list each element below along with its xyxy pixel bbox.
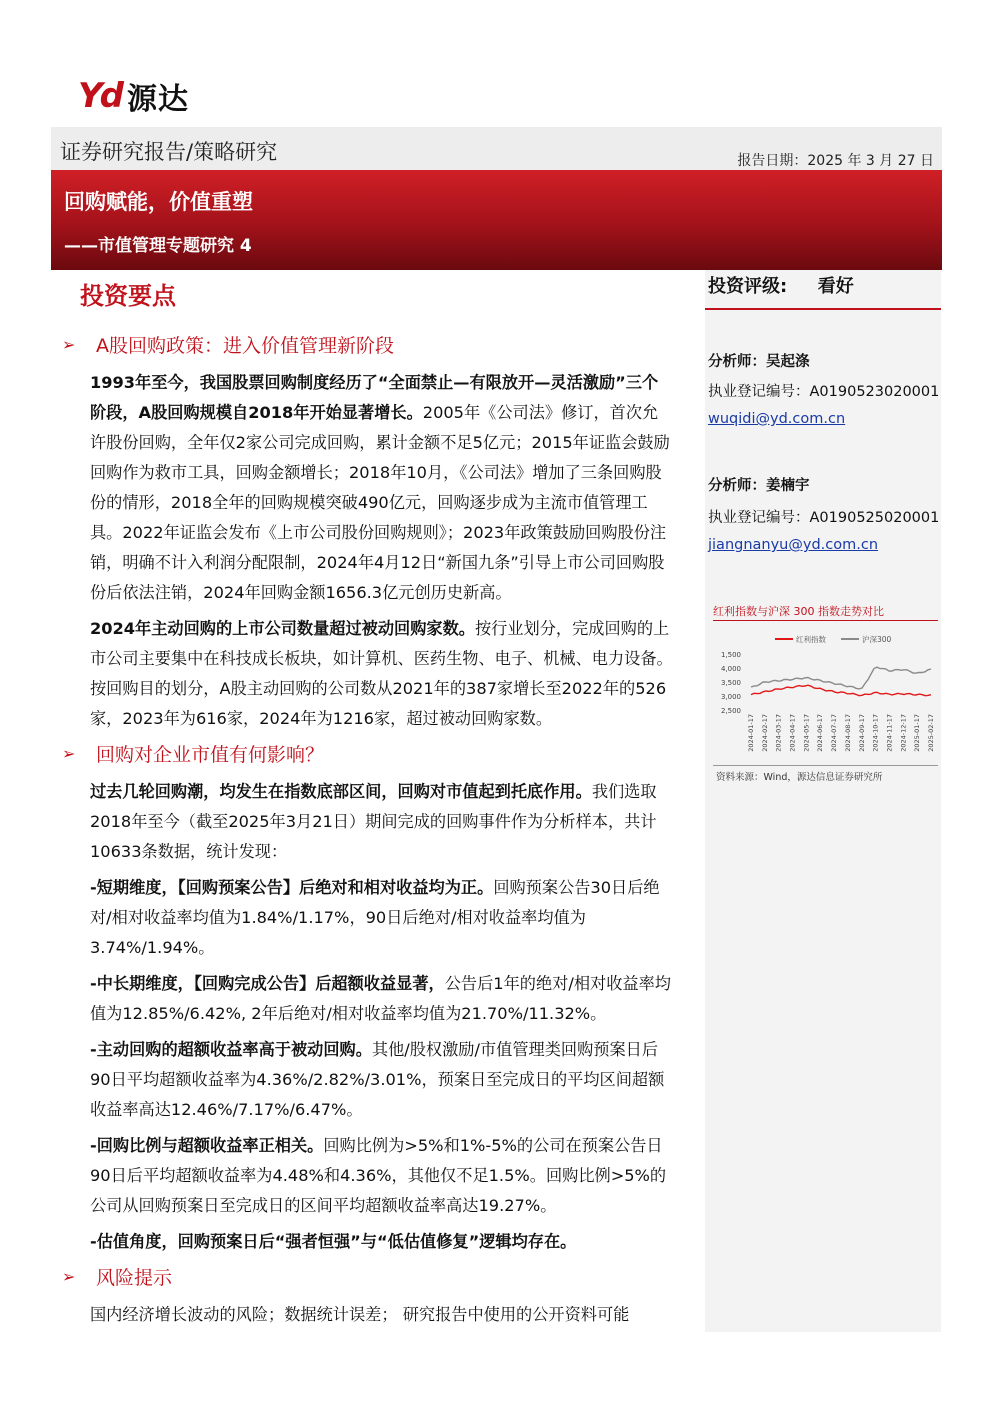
y-tick-label: 4,000 (720, 665, 741, 673)
paragraph (90, 777, 674, 867)
analyst-email-link[interactable]: wuqidi@yd.com.cn (708, 411, 846, 427)
x-tick-label: 2024-08-17 (843, 714, 852, 752)
para-lead: 过去几轮回购潮，均发生在指数底部区间，回购对市值起到托底作用。 (90, 782, 592, 801)
paragraph (90, 873, 674, 963)
para-lead: -回购比例与超额收益率正相关。 (90, 1136, 324, 1155)
x-tick-label: 2025-02-17 (927, 714, 935, 752)
para-body: 国内经济增长波动的风险；数据统计误差； 研究报告中使用的公开资料可能 (90, 1305, 630, 1324)
y-tick-label: 1,500 (720, 651, 741, 659)
rating-value: 看好 (817, 276, 854, 297)
paragraph (90, 1131, 674, 1221)
section-title: 投资要点 (80, 282, 176, 310)
x-tick-label: 2024-10-17 (871, 714, 880, 752)
x-tick-label: 2024-01-17 (747, 714, 755, 752)
rating-label: 投资评级: (708, 276, 788, 297)
para-lead: 1993年至今，我国股票回购制度经历了“全面禁止—有限放开—灵活激励”三个阶段，A股回购规模自2018年开始显著增长。 (90, 373, 659, 422)
chart-title: 红利指数与沪深 300 指数走势对比 (713, 605, 884, 618)
paragraph (90, 614, 674, 734)
x-tick-label: 2025-01-17 (913, 714, 922, 752)
series-line (751, 685, 931, 696)
bullet-section (62, 1263, 674, 1330)
para-lead: -主动回购的超额收益率高于被动回购。 (90, 1040, 372, 1059)
x-tick-label: 2024-07-17 (830, 714, 839, 752)
bullet-section (62, 740, 674, 1257)
x-tick-label: 2024-11-17 (885, 714, 894, 752)
para-lead: -估值角度，回购预案日后“强者恒强”与“低估值修复”逻辑均存在。 (90, 1232, 577, 1251)
para-body: 按行业划分，完成回购的上市公司主要集中在科技成长板块，如计算机、医药生物、电子、机械、电力设备。按回购目的划分，A股主动回购的公司数从2021年的387家增长至2022年的526家，2023年为616家，2024年为1216家，超过被动回购家数。 (90, 619, 673, 728)
bullet-heading-text: A股回购政策：进入价值管理新阶段 (96, 335, 394, 357)
para-lead: -中长期维度，【回购完成公告】后超额收益显著， (90, 974, 445, 993)
x-tick-label: 2024-03-17 (774, 714, 783, 752)
arrow-bullet-icon: ➢ (62, 335, 76, 354)
analyst-name: 分析师：吴起涤 (708, 354, 810, 370)
bullet-section (62, 331, 674, 734)
x-tick-label: 2024-05-17 (802, 714, 811, 752)
legend-label: 红利指数 (796, 635, 826, 644)
para-body: 回购比例为>5%和1%-5%的公司在预案公告日90日后平均超额收益率为4.48%和4.36%，其他仅不足1.5%。回购比例>5%的公司从回购预案日至完成日的区间平均超额收益率高达19.27%。 (90, 1136, 667, 1215)
paragraph (90, 1300, 674, 1330)
x-tick-label: 2024-12-17 (899, 714, 908, 752)
para-body: 公告后1年的绝对/相对收益率均值为12.85%/6.42%, 2年后绝对/相对收益率均值为21.70%/11.32%。 (90, 974, 671, 1023)
analyst-reg: 执业登记编号：A0190525020001 (708, 510, 940, 526)
para-body: 其他/股权激励/市值管理类回购预案日后90日平均超额收益率为4.36%/2.82%/3.01%，预案日至完成日的平均区间超额收益率高达12.46%/7.17%/6.47%。 (90, 1040, 665, 1119)
series-line (751, 667, 931, 689)
para-body: 我们选取2018年至今（截至2025年3月21日）期间完成的回购事件作为分析样本，共计10633条数据，统计发现： (90, 782, 657, 861)
report-title: 回购赋能，价值重塑 (64, 190, 253, 214)
paragraph (90, 1227, 674, 1257)
report-subtitle: ——市值管理专题研究 4 (64, 236, 252, 256)
x-tick-label: 2024-04-17 (788, 714, 797, 752)
para-lead: 2024年主动回购的上市公司数量超过被动回购家数。 (90, 619, 475, 638)
chart-bottom-rule (713, 765, 938, 766)
y-tick-label: 3,000 (720, 693, 741, 701)
logo-text: 源达 (126, 82, 189, 117)
rating-divider (705, 308, 941, 310)
paragraph (90, 1035, 674, 1125)
bullet-heading (62, 740, 674, 767)
analyst-email-link[interactable]: jiangnanyu@yd.com.cn (708, 537, 879, 553)
investment-rating (708, 272, 854, 298)
analyst-name: 分析师：姜楠宇 (708, 478, 810, 494)
paragraph (90, 368, 674, 608)
y-tick-label: 2,500 (720, 707, 741, 715)
bullet-heading-text: 回购对企业市值有何影响？ (96, 744, 325, 766)
x-tick-label: 2024-06-17 (816, 714, 825, 752)
y-tick-label: 3,500 (720, 679, 741, 687)
x-tick-label: 2024-09-17 (857, 714, 866, 752)
analyst-reg: 执业登记编号：A0190523020001 (708, 384, 940, 400)
para-body: 回购预案公告30日后绝对/相对收益率均值为1.84%/1.17%，90日后绝对/相对收益率均值为3.74%/1.94%。 (90, 878, 660, 957)
index-comparison-chart (713, 622, 938, 764)
main-content (62, 272, 674, 1336)
chart-top-rule (713, 620, 938, 621)
legend-label: 沪深300 (862, 635, 892, 644)
sidebar-panel (705, 270, 941, 1332)
para-lead: -短期维度，【回购预案公告】后绝对和相对收益均为正。 (90, 878, 494, 897)
arrow-bullet-icon: ➢ (62, 744, 76, 763)
report-type: 证券研究报告/策略研究 (60, 140, 278, 164)
arrow-bullet-icon: ➢ (62, 1267, 76, 1286)
report-date: 报告日期：2025 年 3 月 27 日 (737, 153, 934, 169)
logo-mark: Yd (78, 76, 121, 116)
company-logo (78, 76, 189, 116)
bullet-heading (62, 331, 674, 358)
bullet-heading-text: 风险提示 (96, 1267, 173, 1289)
para-body: 2005年《公司法》修订，首次允许股份回购，全年仅2家公司完成回购，累计金额不足5亿元；2015年证监会鼓励回购作为救市工具，回购金额增长；2018年10月，《公司法》增加了三条回购股份的情形，2018全年的回购规模突破490亿元，回购逐步成为主流市值管理工具。2022年证监会发布《上市公司股份回购规则》；2023年政策鼓励回购股份注销，明确不计入利润分配限制，2024年4月12日“新国九条”引导上市公司回购股份后依法注销，2024年回购金额1656.3亿元创历史新高。 (90, 403, 670, 602)
paragraph (90, 969, 674, 1029)
bullet-heading (62, 1263, 674, 1290)
chart-source: 资料来源：Wind，源达信息证券研究所 (716, 772, 883, 783)
x-tick-label: 2024-02-17 (760, 714, 769, 752)
